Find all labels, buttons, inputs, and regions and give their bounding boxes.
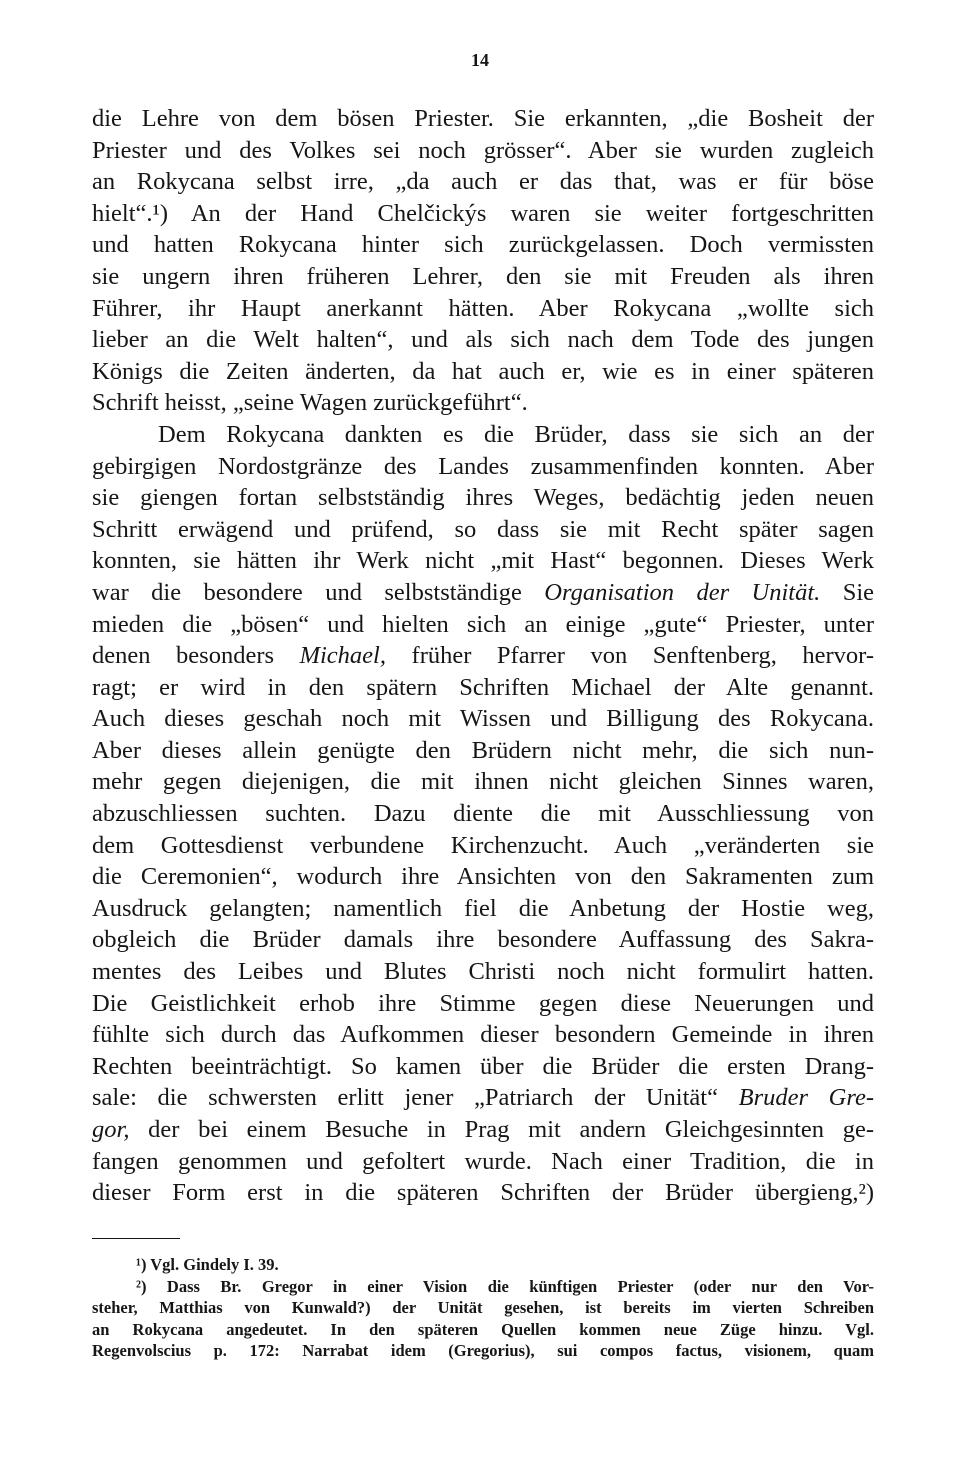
footnotes — [92, 1254, 874, 1362]
text-line: Auch dieses geschah noch mit Wissen und Billigung des Rokycana. — [92, 705, 874, 733]
text-line: mehr gegen diejenigen, die mit ihnen nicht gleichen Sinnes waren, — [92, 768, 874, 796]
footnote-line: ¹) Vgl. Gindely I. 39. — [136, 1255, 279, 1274]
text-line: hielt“.¹) An der Hand Chelčickýs waren sie weiter fortgeschritten — [92, 199, 874, 227]
text-line: fühlte sich durch das Aufkommen dieser besondern Gemeinde in ihren — [92, 1021, 874, 1049]
text-line: an Rokycana selbst irre, „da auch er das that, was er für böse — [92, 168, 874, 196]
text-line: dieser Form erst in die späteren Schriften der Brüder übergieng,²) — [92, 1179, 874, 1207]
text-line: Schritt erwägend und prüfend, so dass sie mit Recht später sagen — [92, 515, 874, 543]
italic-phrase: Organisation der Unität. — [544, 578, 821, 606]
text-line: dem Gottesdienst verbundene Kirchenzucht. Auch „veränderten sie — [92, 831, 874, 859]
text-line: Ausdruck gelangten; namentlich fiel die Anbetung der Hostie weg, — [92, 894, 874, 922]
text-line: Führer, ihr Haupt anerkannt hätten. Aber Rokycana „wollte sich — [92, 294, 874, 322]
text-line: obgleich die Brüder damals ihre besondere Auffassung des Sakra- — [92, 926, 874, 954]
text-line: gor, der bei einem Besuche in Prag mit andern Gleichgesinnten ge- — [92, 1116, 874, 1143]
footnote-divider — [92, 1238, 180, 1239]
footnote-line: an Rokycana angedeutet. In den späteren Quellen kommen neue Züge hinzu. Vgl. — [92, 1319, 874, 1339]
text-line: Die Geistlichkeit erhob ihre Stimme gegen diese Neuerungen und — [92, 989, 874, 1017]
text-line: Schrift heisst, „seine Wagen zurückgeführt“. — [92, 389, 528, 417]
footnote-line: Regenvolscius p. 172: Narrabat idem (Gregorius), sui compos factus, visionem, quam — [92, 1341, 874, 1360]
text-line: mieden die „bösen“ und hielten sich an einige „gute“ Priester, unter — [92, 610, 874, 638]
text-line: Aber dieses allein genügte den Brüdern nicht mehr, die sich nun- — [92, 736, 874, 764]
text-line: abzuschliessen suchten. Dazu diente die mit Ausschliessung von — [92, 800, 874, 828]
text-line: sie ungern ihren früheren Lehrer, den sie mit Freuden als ihren — [92, 262, 874, 290]
italic-name: Michael, — [299, 642, 386, 670]
text-line: konnten, sie hätten ihr Werk nicht „mit Hast“ begonnen. Dieses Werk — [92, 547, 874, 575]
text-line: sie giengen fortan selbstständig ihres Weges, bedächtig jeden neuen — [92, 484, 874, 512]
page-number: 14 — [471, 50, 489, 70]
text-line: lieber an die Welt halten“, und als sich nach dem Tode des jungen — [92, 326, 874, 354]
italic-name: gor, — [92, 1116, 130, 1143]
italic-name: Bruder Gre- — [738, 1084, 874, 1112]
text-line: denen besonders Michael, früher Pfarrer von Senftenberg, hervor- — [92, 642, 874, 670]
body-text — [92, 103, 874, 1209]
text-line: die Ceremonien“, wodurch ihre Ansichten von den Sakramenten zum — [92, 863, 874, 891]
text-line: gebirgigen Nordostgränze des Landes zusammenfinden konnten. Aber — [92, 452, 874, 480]
text-line: Rechten beeinträchtigt. So kamen über die Brüder die ersten Drang- — [92, 1052, 874, 1080]
text-line: mentes des Leibes und Blutes Christi noch nicht formulirt hatten. — [92, 958, 874, 986]
text-line: sale: die schwersten erlitt jener „Patriarch der Unität“ Bruder Gre- — [92, 1084, 874, 1112]
text-line: Königs die Zeiten änderten, da hat auch er, wie es in einer späteren — [92, 357, 874, 385]
footnote-line: steher, Matthias von Kunwald?) der Unität gesehen, ist bereits im vierten Schreiben — [92, 1298, 874, 1317]
text-line: fangen genommen und gefoltert wurde. Nach einer Tradition, die in — [92, 1147, 874, 1175]
text-line: war die besondere und selbstständige Organisation der Unität. Sie — [92, 578, 875, 606]
footnote-line: ²) Dass Br. Gregor in einer Vision die künftigen Priester (oder nur den Vor- — [136, 1276, 874, 1296]
text-line: die Lehre von dem bösen Priester. Sie erkannten, „die Bosheit der — [92, 105, 874, 132]
text-line: und hatten Rokycana hinter sich zurückgelassen. Doch vermissten — [92, 231, 874, 259]
text-line: Dem Rokycana dankten es die Brüder, dass sie sich an der — [158, 420, 874, 448]
text-line: ragt; er wird in den spätern Schriften Michael der Alte genannt. — [92, 673, 874, 701]
text-line: Priester und des Volkes sei noch grösser“. Aber sie wurden zugleich — [92, 136, 874, 164]
